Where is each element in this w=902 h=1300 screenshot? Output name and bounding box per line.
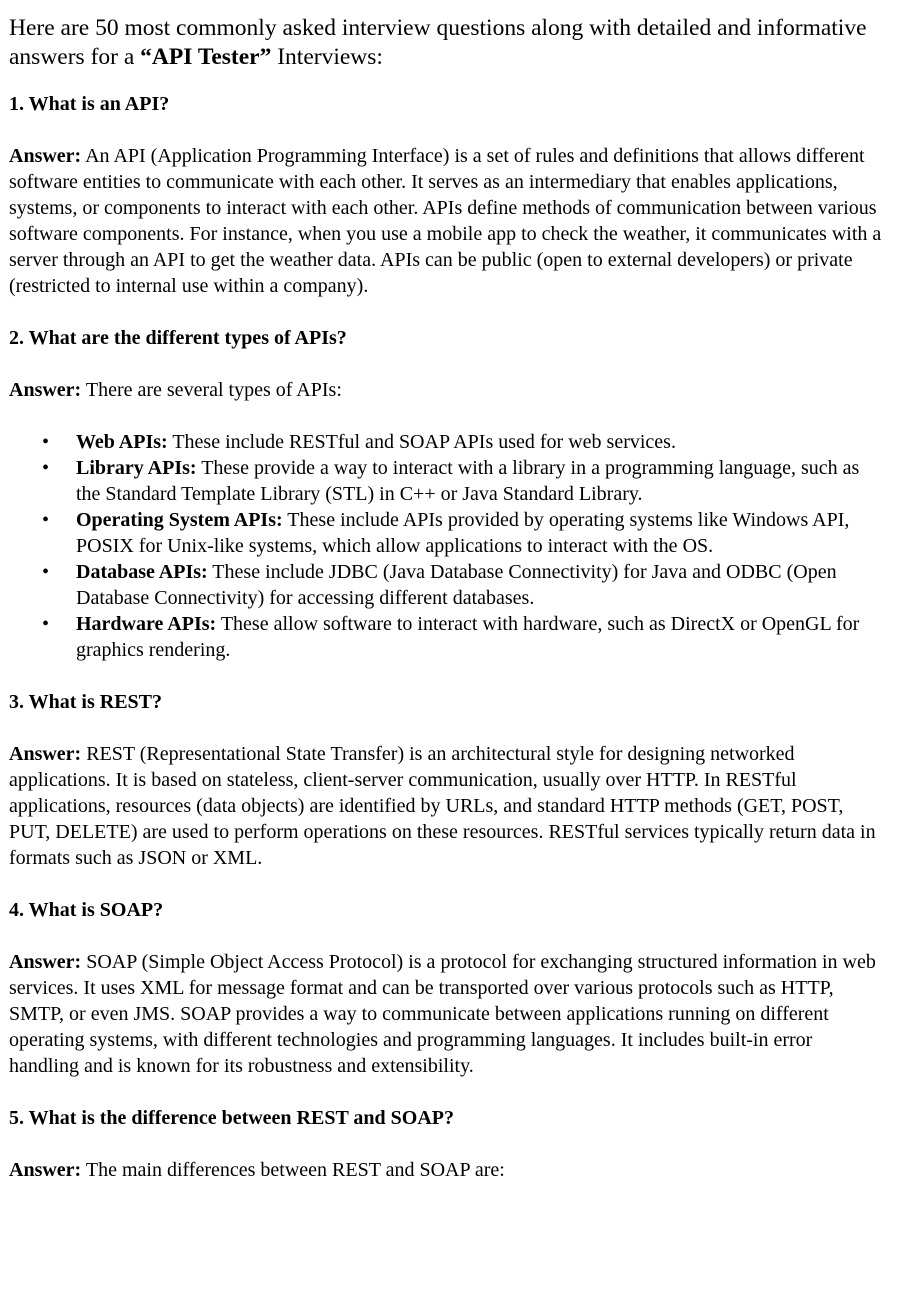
answer-label: Answer: bbox=[9, 379, 82, 401]
bullet-icon: • bbox=[42, 561, 50, 583]
list-item bbox=[9, 611, 884, 663]
answer-4 bbox=[9, 949, 884, 1079]
list-item-term: Web APIs: bbox=[76, 431, 168, 453]
intro-text: Here are 50 most commonly asked interview questions along with detailed and informative answers for a bbox=[9, 15, 867, 70]
answer-label: Answer: bbox=[9, 743, 82, 765]
bullet-icon: • bbox=[42, 509, 50, 531]
list-item-text: These allow software to interact with hardware, such as DirectX or OpenGL for graphics rendering. bbox=[76, 613, 860, 661]
bullet-icon: • bbox=[42, 613, 50, 635]
list-item-term: Operating System APIs: bbox=[76, 509, 283, 531]
question-2-heading: 2. What are the different types of APIs? bbox=[9, 327, 347, 349]
list-item-text: These include APIs provided by operating systems like Windows API, POSIX for Unix-like systems, which allow applications to interact with the OS. bbox=[76, 509, 850, 557]
answer-3-text: REST (Representational State Transfer) is an architectural style for designing networked applications. It is based on stateless, client-server communication, usually over HTTP. In RESTful applications, resources (data objects) are identified by URLs, and standard HTTP methods (GET, POST, PUT, DELETE) are used to perform operations on these resources. RESTful services typically return data in formats such as JSON or XML. bbox=[9, 743, 876, 869]
answer-label: Answer: bbox=[9, 1159, 82, 1181]
bullet-icon: • bbox=[42, 457, 50, 479]
list-item-text: These include JDBC (Java Database Connectivity) for Java and ODBC (Open Database Connectivity) for accessing different databases. bbox=[76, 561, 837, 609]
question-1-heading: 1. What is an API? bbox=[9, 93, 170, 115]
list-item bbox=[9, 455, 884, 507]
answer-1 bbox=[9, 143, 884, 299]
answer-label: Answer: bbox=[9, 145, 82, 167]
list-item-text: These provide a way to interact with a library in a programming language, such as the Standard Template Library (STL) in C++ or Java Standard Library. bbox=[76, 457, 860, 505]
intro-role-title: “API Tester” bbox=[140, 44, 272, 70]
answer-5 bbox=[9, 1157, 884, 1183]
list-item-term: Hardware APIs: bbox=[76, 613, 217, 635]
answer-1-text: An API (Application Programming Interface) is a set of rules and definitions that allows different software entities to communicate with each other. It serves as an intermediary that enables applications, systems, or components to interact with each other. APIs define methods of communication between various software components. For instance, when you use a mobile app to check the weather, it communicates with a server through an API to get the weather data. APIs can be public (open to external developers) or private (restricted to internal use within a company). bbox=[9, 145, 882, 297]
answer-3 bbox=[9, 741, 884, 871]
answer-5-text: The main differences between REST and SOAP are: bbox=[81, 1159, 505, 1181]
list-item bbox=[9, 429, 884, 455]
answer-2 bbox=[9, 377, 884, 403]
list-item-text: These include RESTful and SOAP APIs used for web services. bbox=[167, 431, 676, 453]
question-3-heading: 3. What is REST? bbox=[9, 691, 163, 713]
bullet-icon: • bbox=[42, 431, 50, 453]
question-4-heading: 4. What is SOAP? bbox=[9, 899, 164, 921]
list-item bbox=[9, 559, 884, 611]
intro-suffix: Interviews: bbox=[271, 44, 383, 70]
answer-label: Answer: bbox=[9, 951, 82, 973]
answer-4-text: SOAP (Simple Object Access Protocol) is a protocol for exchanging structured information in web services. It uses XML for message format and can be transported over various protocols such as HTTP, SMTP, or even JMS. SOAP provides a way to communicate between applications running on different operating systems, with different technologies and programming languages. It includes built-in error handling and is known for its robustness and extensibility. bbox=[9, 951, 876, 1077]
list-item bbox=[9, 507, 884, 559]
question-5-heading: 5. What is the difference between REST and SOAP? bbox=[9, 1107, 455, 1129]
intro-paragraph bbox=[9, 14, 884, 72]
answer-2-text: There are several types of APIs: bbox=[81, 379, 342, 401]
api-types-list bbox=[9, 429, 884, 663]
list-item-term: Database APIs: bbox=[76, 561, 208, 583]
list-item-term: Library APIs: bbox=[76, 457, 197, 479]
